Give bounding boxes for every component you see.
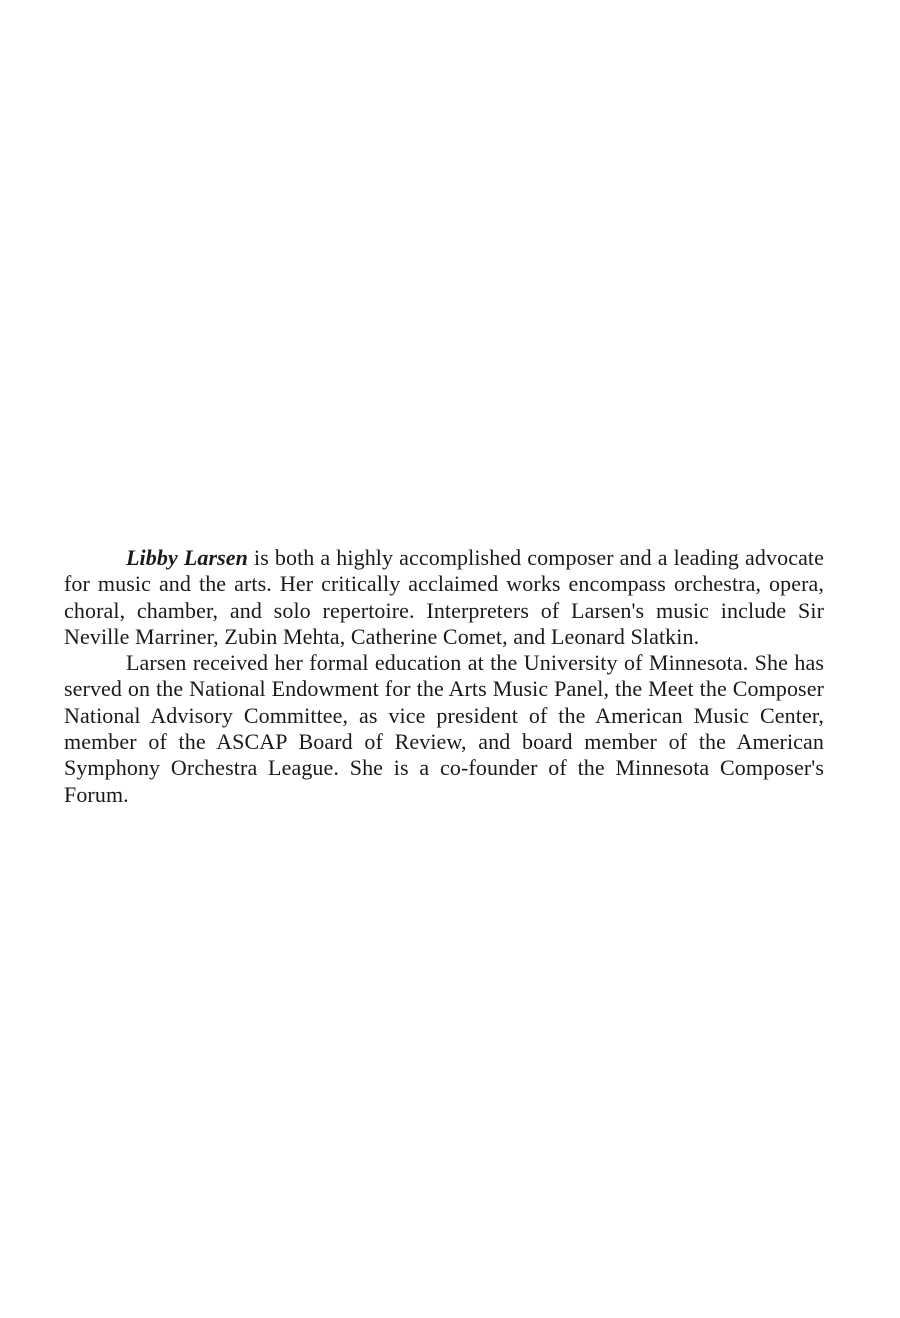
biography-paragraph-1 — [64, 545, 824, 650]
composer-name: Libby Larsen — [126, 545, 248, 570]
biography-paragraph-2 — [64, 650, 824, 808]
biography-text — [64, 545, 824, 808]
paragraph-1-body: is both a highly accomplished composer and a leading advocate for music and the arts. Her critically acclaimed works encompass orchestra, opera, choral, chamber, and solo repertoire. Interpreters of Larsen's music include Sir Neville Marriner, Zubin Mehta, Catherine Comet, and Leonard Slatkin. — [64, 545, 825, 649]
paragraph-2-body: Larsen received her formal education at the University of Minnesota. She has served on the National Endowment for the Arts Music Panel, the Meet the Composer National Advisory Committee, as vice president of the American Music Center, member of the ASCAP Board of Review, and board member of the American Symphony Orchestra League. She is a co-founder of the Minnesota Composer's Forum. — [64, 650, 824, 807]
